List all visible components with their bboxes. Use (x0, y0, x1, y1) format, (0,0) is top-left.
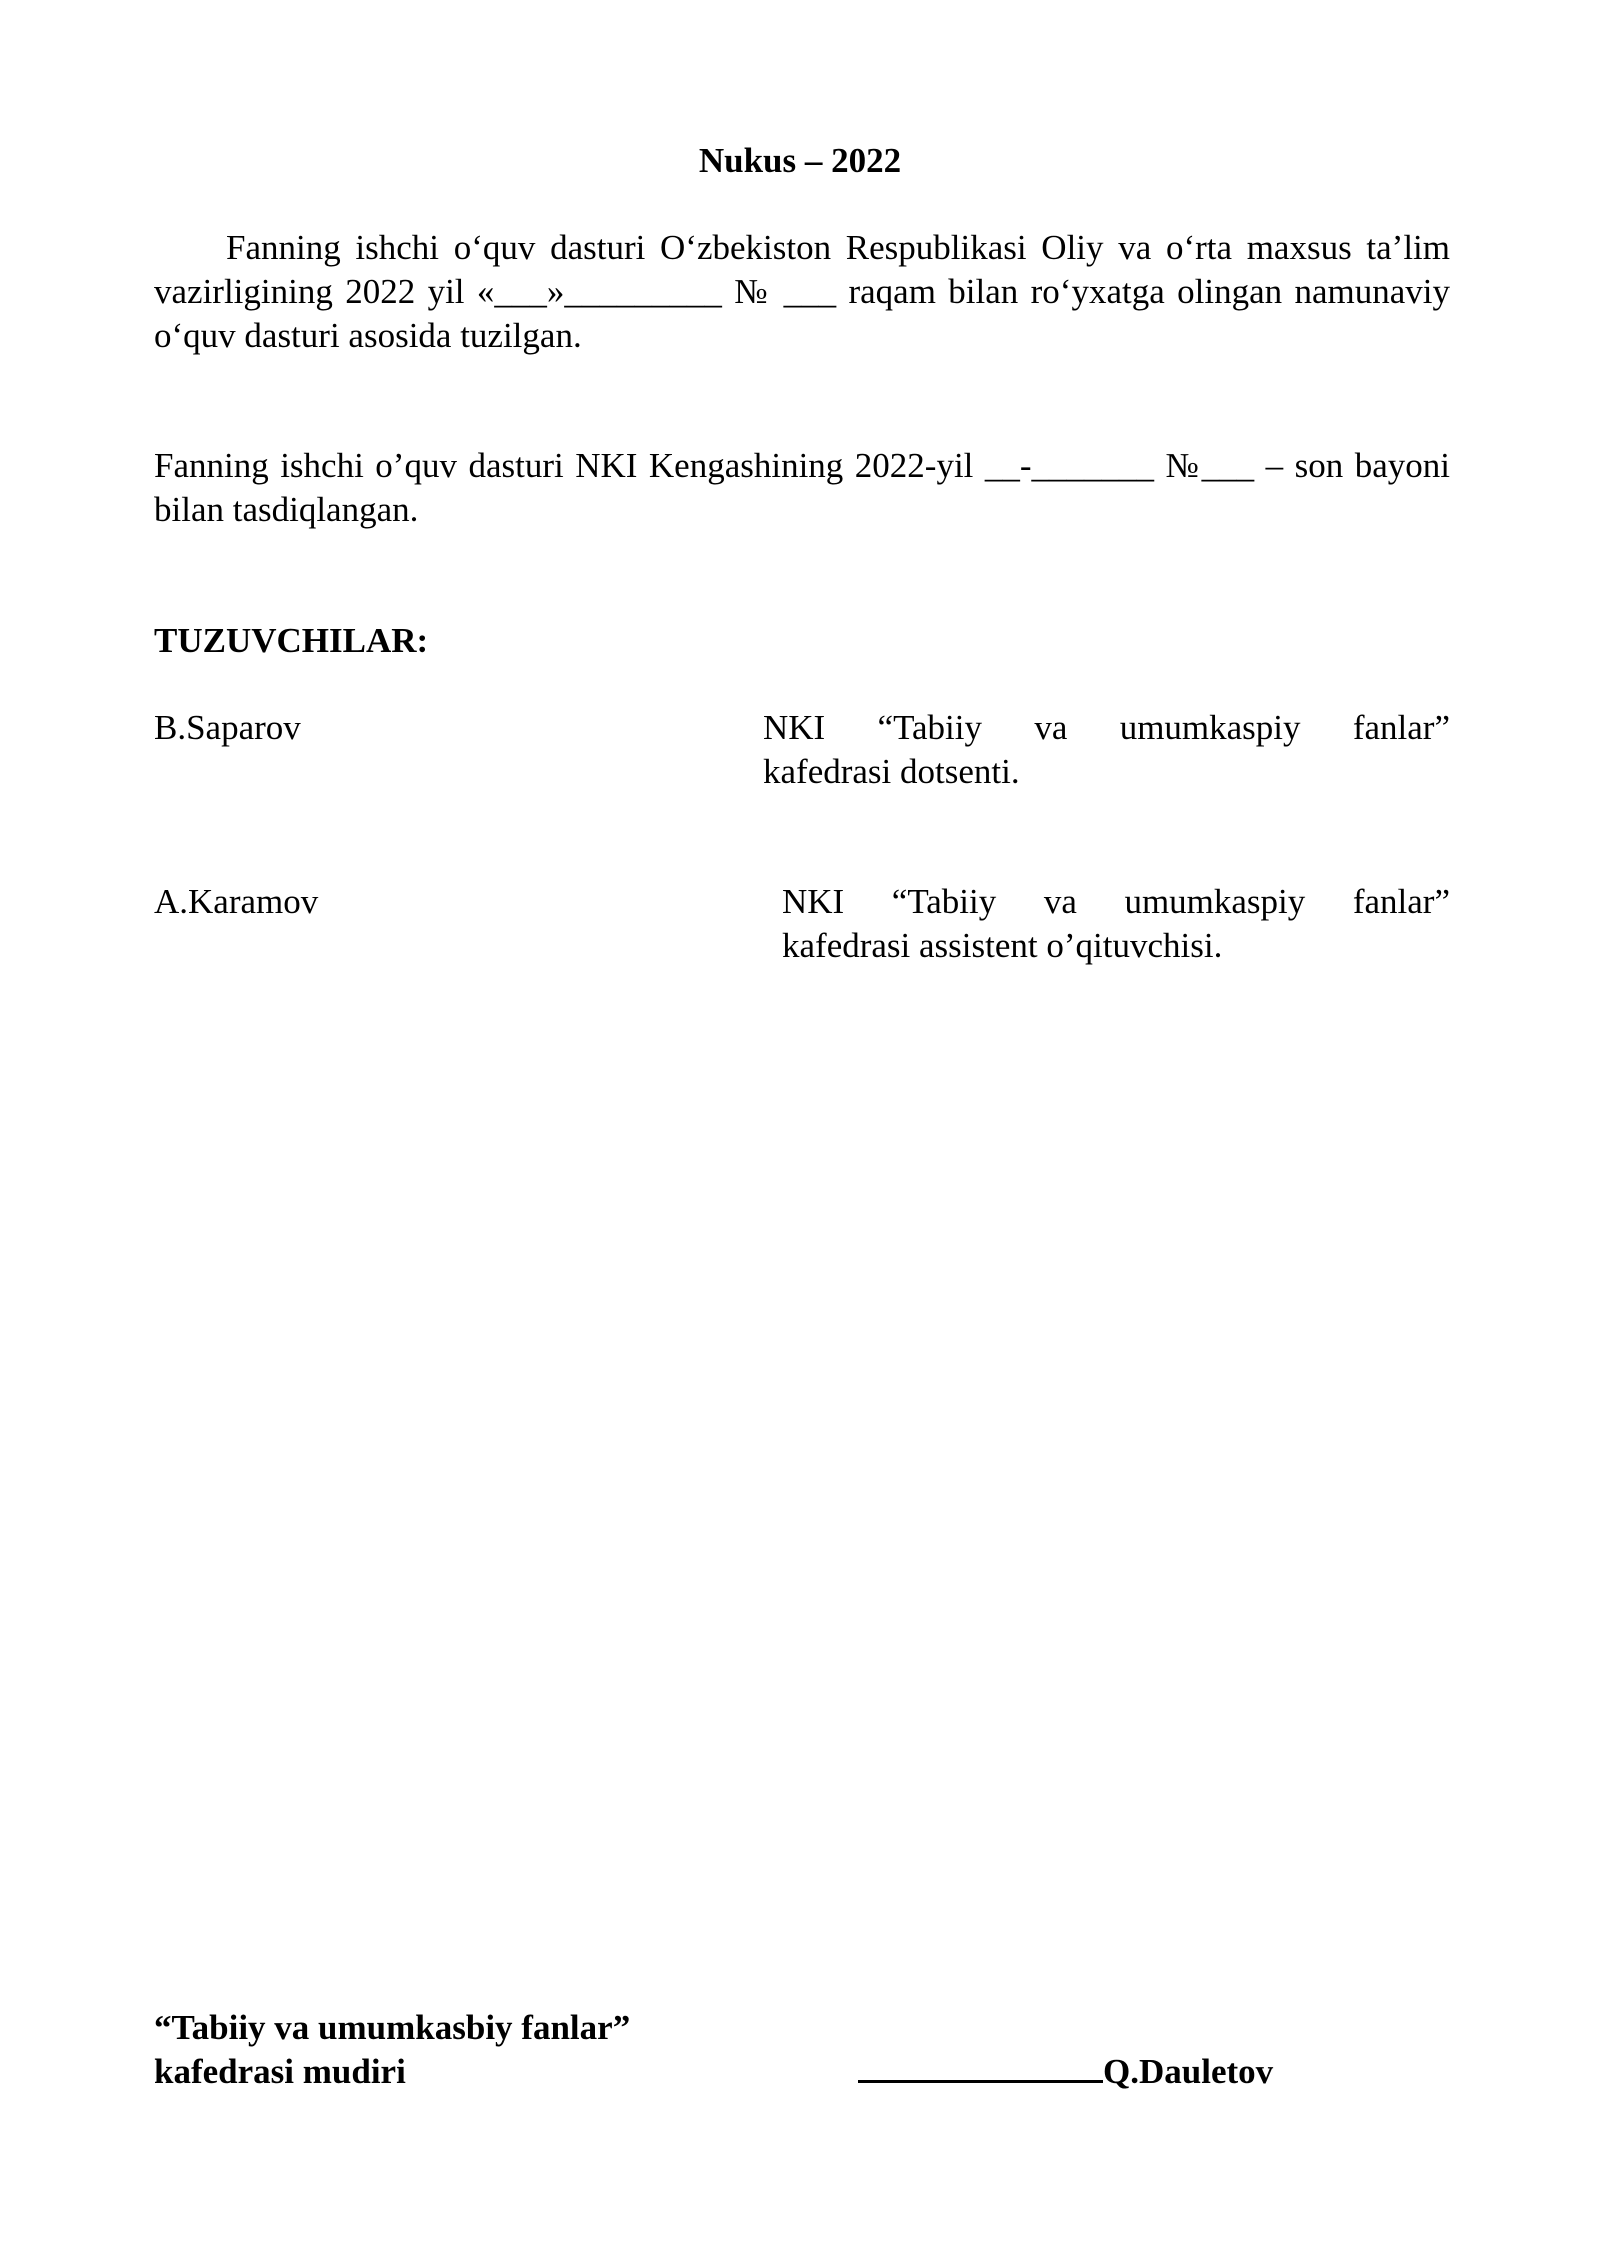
author-position (782, 880, 1450, 968)
author-name: A.Karamov (154, 882, 319, 921)
head-role: kafedrasi mudiri (154, 2052, 406, 2091)
author-position (763, 706, 1450, 794)
signature-line (858, 2050, 1103, 2083)
document-title: Nukus – 2022 (698, 141, 902, 180)
paragraph-council-approval: Fanning ishchi o’quv dasturi NKI Kengashining 2022-yil __-_______ №___ – son bayoni bilan tasdiqlangan. (154, 446, 1450, 529)
author-position-line: NKI “Tabiiy va umumkaspiy fanlar” (763, 708, 1450, 747)
authors-heading: TUZUVCHILAR: (154, 621, 429, 660)
signature-block (858, 2050, 1273, 2094)
author-name: B.Saparov (154, 708, 301, 747)
department-name: “Tabiiy va umumkasbiy fanlar” (154, 2008, 631, 2047)
signatory-name: Q.Dauletov (1103, 2052, 1274, 2091)
author-position-line: kafedrasi dotsenti. (763, 752, 1020, 791)
paragraph-program-registration: Fanning ishchi o‘quv dasturi O‘zbekiston Respublikasi Oliy va o‘rta maxsus ta’lim vazirligining 2022 yil «___»_________ № ___ raqam bilan ro‘yxatga olingan namunaviy o‘quv dasturi asosida tuzilgan. (154, 228, 1450, 355)
author-position-line: NKI “Tabiiy va umumkaspiy fanlar” (782, 882, 1450, 921)
author-position-line: kafedrasi assistent o’qituvchisi. (782, 926, 1223, 965)
